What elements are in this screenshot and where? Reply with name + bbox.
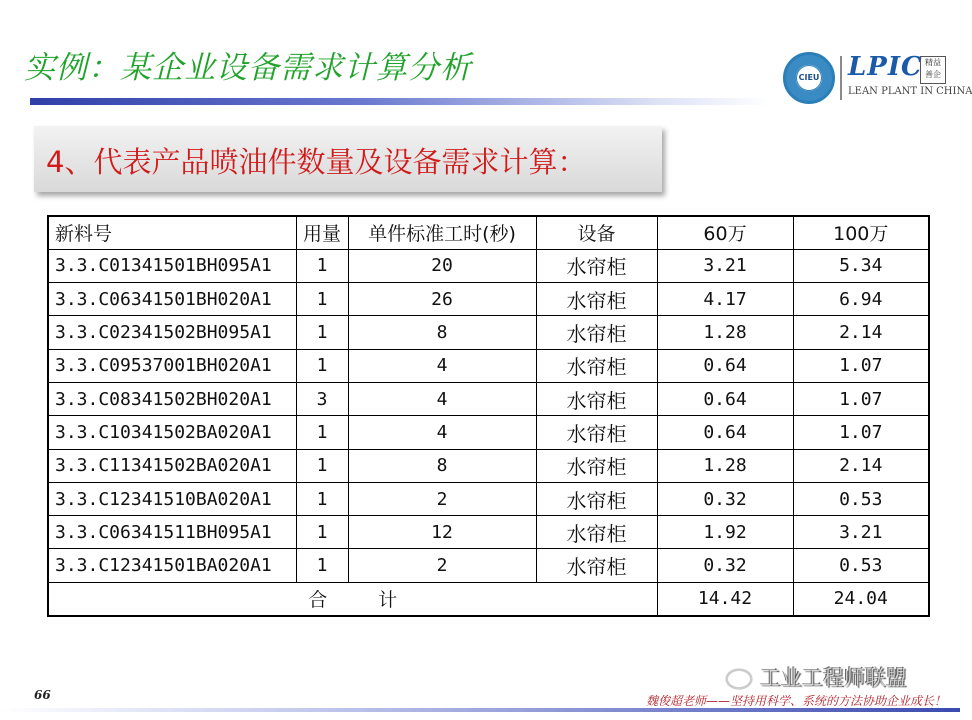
cell-1m: 0.53 [793, 482, 929, 515]
cell-part-number: 3.3.C12341510BA020A1 [48, 482, 296, 515]
title-underline-bar [30, 98, 770, 105]
cell-part-number: 3.3.C12341501BA020A1 [48, 549, 296, 582]
cell-quantity: 3 [296, 382, 348, 415]
total-600k: 14.42 [657, 582, 793, 615]
wechat-watermark [726, 662, 907, 692]
table-row [48, 283, 929, 316]
cell-standard-time: 2 [348, 482, 536, 515]
cell-1m: 3.21 [793, 516, 929, 549]
cell-600k: 0.64 [657, 349, 793, 382]
cell-standard-time: 4 [348, 382, 536, 415]
cell-equipment: 水帘柜 [536, 416, 657, 449]
cell-1m: 6.94 [793, 283, 929, 316]
cell-600k: 1.28 [657, 316, 793, 349]
cell-quantity: 1 [296, 316, 348, 349]
cell-1m: 5.34 [793, 249, 929, 282]
table-row [48, 516, 929, 549]
total-1m: 24.04 [793, 582, 929, 615]
cell-standard-time: 2 [348, 549, 536, 582]
equipment-demand-table [47, 215, 930, 617]
cell-600k: 3.21 [657, 249, 793, 282]
cell-standard-time: 8 [348, 449, 536, 482]
cell-1m: 1.07 [793, 382, 929, 415]
cell-600k: 0.64 [657, 416, 793, 449]
cell-600k: 1.92 [657, 516, 793, 549]
cell-part-number: 3.3.C09537001BH020A1 [48, 349, 296, 382]
subtitle-text: 4、代表产品喷油件数量及设备需求计算： [46, 145, 587, 179]
cell-1m: 2.14 [793, 449, 929, 482]
cell-standard-time: 26 [348, 283, 536, 316]
cell-600k: 4.17 [657, 283, 793, 316]
table-total-row [48, 582, 929, 615]
cell-1m: 1.07 [793, 349, 929, 382]
cell-600k: 1.28 [657, 449, 793, 482]
header-standard-time: 单件标准工时(秒) [348, 216, 536, 249]
cell-600k: 0.32 [657, 549, 793, 582]
cell-standard-time: 4 [348, 349, 536, 382]
cell-1m: 0.53 [793, 549, 929, 582]
cell-part-number: 3.3.C06341511BH095A1 [48, 516, 296, 549]
cieu-logo [783, 52, 835, 104]
total-label-ji: 计 [378, 589, 398, 612]
cell-equipment: 水帘柜 [536, 382, 657, 415]
header-equipment: 设备 [536, 216, 657, 249]
header-part-number: 新料号 [48, 216, 296, 249]
header-quantity: 用量 [296, 216, 348, 249]
cell-part-number: 3.3.C02341502BH095A1 [48, 316, 296, 349]
cell-600k: 0.32 [657, 482, 793, 515]
cell-part-number: 3.3.C11341502BA020A1 [48, 449, 296, 482]
cell-equipment: 水帘柜 [536, 516, 657, 549]
table-row [48, 382, 929, 415]
total-label-he: 合 [308, 589, 328, 612]
cell-quantity: 1 [296, 349, 348, 382]
cell-quantity: 1 [296, 516, 348, 549]
table-row [48, 449, 929, 482]
logo-divider [840, 56, 842, 100]
subtitle-box [34, 126, 662, 192]
table-row [48, 416, 929, 449]
lpic-logo-seal: 精益 善企 [920, 56, 946, 84]
footer-slogan: 魏俊超老师——坚持用科学、系统的方法协助企业成长！ [645, 694, 946, 708]
cell-1m: 1.07 [793, 416, 929, 449]
watermark-text: 工业工程师联盟 [760, 666, 907, 690]
table-row [48, 316, 929, 349]
cell-quantity: 1 [296, 416, 348, 449]
cell-standard-time: 20 [348, 249, 536, 282]
header-1m: 100万 [793, 216, 929, 249]
cell-quantity: 1 [296, 482, 348, 515]
lpic-logo [848, 52, 972, 102]
cell-part-number: 3.3.C01341501BH095A1 [48, 249, 296, 282]
cell-1m: 2.14 [793, 316, 929, 349]
table-header-row [48, 216, 929, 249]
cell-equipment: 水帘柜 [536, 482, 657, 515]
total-label [48, 582, 657, 615]
table-row [48, 549, 929, 582]
cell-equipment: 水帘柜 [536, 549, 657, 582]
cell-standard-time: 4 [348, 416, 536, 449]
cell-600k: 0.64 [657, 382, 793, 415]
table-row [48, 482, 929, 515]
cell-standard-time: 8 [348, 316, 536, 349]
cell-quantity: 1 [296, 449, 348, 482]
cell-quantity: 1 [296, 549, 348, 582]
header-600k: 60万 [657, 216, 793, 249]
cell-standard-time: 12 [348, 516, 536, 549]
page-number: 66 [34, 688, 51, 702]
cell-equipment: 水帘柜 [536, 449, 657, 482]
cell-quantity: 1 [296, 283, 348, 316]
lpic-logo-text: LPIC [848, 52, 923, 82]
cell-equipment: 水帘柜 [536, 249, 657, 282]
slide-title: 实例：某企业设备需求计算分析 [24, 50, 472, 86]
cell-part-number: 3.3.C06341501BH020A1 [48, 283, 296, 316]
wechat-icon [726, 669, 752, 689]
cell-equipment: 水帘柜 [536, 316, 657, 349]
cieu-logo-text: CIEU [796, 65, 822, 91]
cell-equipment: 水帘柜 [536, 283, 657, 316]
cell-quantity: 1 [296, 249, 348, 282]
cell-equipment: 水帘柜 [536, 349, 657, 382]
lpic-logo-subtitle: LEAN PLANT IN CHINA [848, 86, 972, 97]
cell-part-number: 3.3.C08341502BH020A1 [48, 382, 296, 415]
table-row [48, 249, 929, 282]
cell-part-number: 3.3.C10341502BA020A1 [48, 416, 296, 449]
table-row [48, 349, 929, 382]
